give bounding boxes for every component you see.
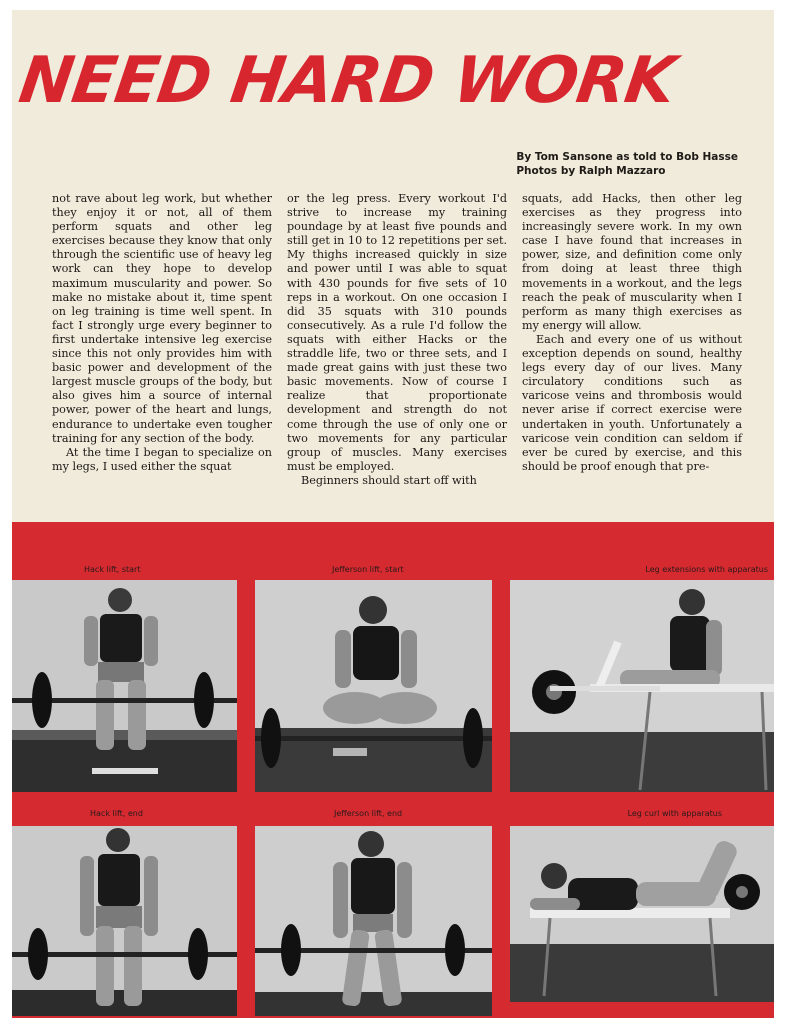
paragraph: squats, add Hacks, then other leg exercises as they progress into increasingly severe work. In my own case I have found that increases in power, size, and definition come only from doing at least three thigh movements in a workout, and the legs reach the peak of muscularity when I perform as many thigh exercises as my energy will allow. (522, 192, 742, 332)
byline (516, 150, 738, 178)
magazine-page (12, 10, 774, 1018)
photo-jefferson-lift-start (255, 580, 492, 792)
photo-leg-curl (510, 826, 774, 1002)
photo-panel (12, 522, 774, 1018)
photo-caption: Hack lift, end (90, 809, 143, 818)
photo-jefferson-lift-end (255, 826, 492, 1016)
text-column-2 (287, 192, 507, 488)
photo-caption: Jefferson lift, end (334, 809, 403, 818)
text-column-3 (522, 192, 742, 474)
byline-author: By Tom Sansone as told to Bob Hasse (516, 151, 738, 163)
photo-caption: Hack lift, start (84, 565, 141, 574)
photo-hack-lift-end (12, 826, 237, 1016)
photo-caption: Jefferson lift, start (332, 565, 404, 574)
photo-leg-extensions (510, 580, 774, 792)
photo-caption: Leg curl with apparatus (627, 809, 722, 818)
text-column-1 (52, 192, 272, 474)
paragraph: not rave about leg work, but whether they enjoy it or not, all of them perform squats and other leg exercises because they know that only through the scientific use of heavy leg work can they hope to develop maximum muscularity and power. So make no mistake about it, time spent on leg training is time well spent. In fact I strongly urge every beginner to first undertake intensive leg exercise since this not only provides him with basic power and development of the largest muscle groups of the body, but also gives him a source of internal power, power of the heart and lungs, endurance to undertake even tougher training for any section of the body. (52, 192, 272, 445)
paragraph: Each and every one of us without exception depends on sound, healthy legs every day of our lives. Many circulatory conditions such as varicose veins and thrombosis would never arise if correct exercise were undertaken in youth. Unfortunately a varicose vein condition can seldom if ever be cured by exercise, and this should be proof enough that pre- (522, 332, 742, 473)
paragraph: or the leg press. Every workout I'd strive to increase my training poundage by at least five pounds and still get in 10 to 12 repetitions per set. My thighs increased quickly in size and power until I was able to squat with 430 pounds for five sets of 10 reps in a workout. On one occasion I did 35 squats with 310 pounds consecutively. As a rule I'd follow the squats with either Hacks or the straddle life, two or three sets, and I made great gains with just these two basic movements. Now of course I realize that proportionate development and strength do not come through the use of only one or two movements for any particular group of muscles. Many exercises must be employed. (287, 192, 507, 473)
paragraph: At the time I began to specialize on my legs, I used either the squat (52, 445, 272, 473)
photo-hack-lift-start (12, 580, 237, 792)
paragraph: Beginners should start off with (301, 473, 477, 487)
photo-caption: Leg extensions with apparatus (645, 565, 768, 574)
byline-photographer: Photos by Ralph Mazzaro (516, 165, 666, 177)
article-headline: NEED HARD WORK (14, 44, 680, 118)
